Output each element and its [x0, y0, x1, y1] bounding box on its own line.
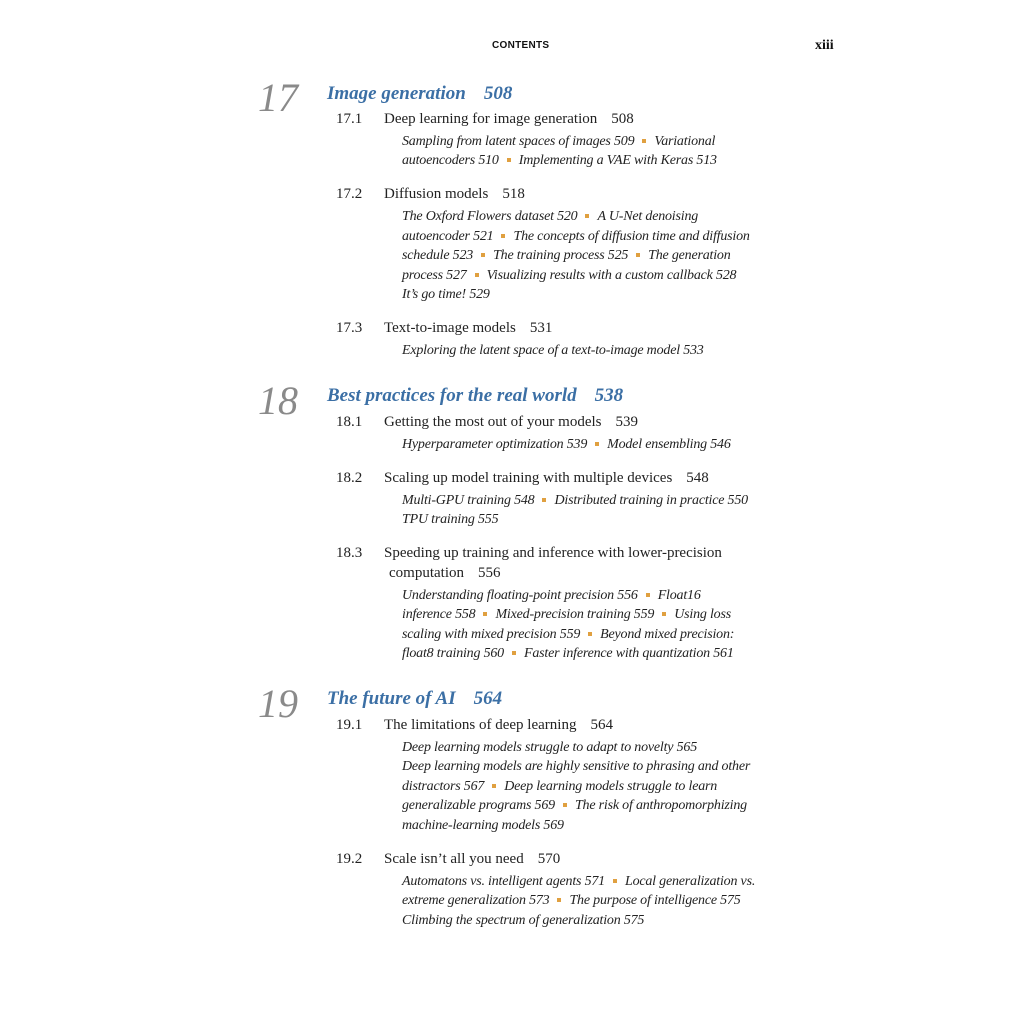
subsection-entry[interactable]: Deep learning models struggle to adapt to novelty 565: [402, 740, 698, 755]
subsection-entry[interactable]: Implementing a VAE with Keras 513: [518, 153, 717, 168]
section-number: 17.3: [336, 320, 363, 336]
subsection-entry[interactable]: machine-learning models 569: [402, 818, 564, 833]
subsection-line: [402, 759, 750, 775]
bullet-icon: [662, 612, 666, 616]
bullet-icon: [481, 253, 485, 257]
subsection-entry[interactable]: TPU training 555: [402, 512, 499, 527]
subsection-entry[interactable]: The Oxford Flowers dataset 520: [402, 209, 578, 224]
section-number: 17.1: [336, 111, 363, 127]
bullet-icon: [595, 442, 599, 446]
subsection-entry[interactable]: The risk of anthropomorphizing: [574, 798, 747, 813]
section-number: 17.2: [336, 186, 363, 202]
subsection-entry[interactable]: Variational: [654, 134, 716, 149]
section-number: 18.3: [336, 545, 363, 561]
subsection-entry[interactable]: Deep learning models are highly sensitive to phrasing and other: [402, 759, 751, 774]
subsection-entry[interactable]: Model ensembling 546: [607, 437, 731, 452]
section-title-text: Scaling up model training with multiple devices: [384, 470, 673, 486]
chapter-title[interactable]: [327, 386, 623, 405]
subsection-entry[interactable]: Using loss: [674, 607, 731, 622]
subsection-line: [402, 493, 748, 509]
section-title-text: Diffusion models: [384, 186, 489, 202]
subsection-entry[interactable]: Exploring the latent space of a text-to-image model 533: [402, 343, 704, 358]
chapter-title-text: Image generation: [327, 83, 466, 104]
section-page: 539: [615, 414, 638, 430]
section-title-continued: [389, 565, 501, 582]
subsection-line: [402, 818, 564, 834]
subsection-entry[interactable]: A U-Net denoising: [597, 209, 699, 224]
subsection-entry[interactable]: schedule 523: [402, 248, 474, 263]
subsection-entry[interactable]: Hyperparameter optimization 539: [402, 437, 588, 452]
bullet-icon: [613, 879, 617, 883]
subsection-entry[interactable]: Distributed training in practice 550: [554, 493, 748, 508]
bullet-icon: [585, 214, 589, 218]
subsection-line: [402, 134, 715, 150]
section-title-text: Getting the most out of your models: [384, 414, 602, 430]
subsection-entry[interactable]: The training process 525: [493, 248, 629, 263]
subsection-entry[interactable]: The generation: [648, 248, 731, 263]
subsection-entry[interactable]: Visualizing results with a custom callback 528: [486, 268, 737, 283]
subsection-entry[interactable]: autoencoders 510: [402, 153, 499, 168]
subsection-entry[interactable]: scaling with mixed precision 559: [402, 627, 581, 642]
subsection-line: [402, 893, 741, 909]
subsection-entry[interactable]: The purpose of intelligence 575: [569, 893, 741, 908]
chapter-title[interactable]: [327, 84, 512, 103]
subsection-entry[interactable]: Understanding floating-point precision 556: [402, 588, 638, 603]
section-page: 556: [478, 565, 501, 581]
subsection-entry[interactable]: Sampling from latent spaces of images 509: [402, 134, 635, 149]
section-title: [384, 414, 638, 431]
chapter-page: 564: [473, 688, 503, 709]
section-title: Speeding up training and inference with lower-precision: [384, 545, 722, 561]
section-page: 531: [529, 320, 553, 336]
section-title: [384, 717, 613, 734]
subsection-line: [402, 779, 717, 795]
subsection-entry[interactable]: process 527: [402, 268, 467, 283]
chapter-title-text: Best practices for the real world: [327, 385, 577, 406]
running-title: CONTENTS: [492, 40, 550, 51]
chapter-page: 538: [594, 385, 624, 406]
section-title-text: computation: [389, 565, 464, 581]
subsection-entry[interactable]: Mixed-precision training 559: [495, 607, 655, 622]
bullet-icon: [557, 898, 561, 902]
subsection-entry[interactable]: Faster inference with quantization 561: [524, 646, 734, 661]
section-page: 570: [537, 851, 561, 867]
subsection-line: [402, 874, 755, 890]
subsection-entry[interactable]: It’s go time! 529: [402, 287, 490, 302]
section-page: 518: [502, 186, 525, 202]
subsection-line: [402, 343, 704, 359]
chapter-number: 18: [258, 378, 298, 423]
subsection-entry[interactable]: inference 558: [402, 607, 476, 622]
section-number: 19.1: [336, 717, 363, 733]
page-number: xiii: [815, 38, 834, 53]
subsection-line: [402, 229, 750, 245]
bullet-icon: [492, 784, 496, 788]
subsection-line: [402, 607, 731, 623]
bullet-icon: [483, 612, 487, 616]
subsection-line: [402, 437, 731, 453]
subsection-line: [402, 588, 701, 604]
section-title: [384, 470, 709, 487]
section-title: [384, 851, 560, 868]
subsection-line: [402, 248, 731, 264]
subsection-line: [402, 512, 498, 528]
subsection-line: [402, 153, 717, 169]
section-page: 548: [686, 470, 709, 486]
bullet-icon: [507, 158, 511, 162]
subsection-line: [402, 913, 644, 929]
subsection-entry[interactable]: Beyond mixed precision:: [600, 627, 735, 642]
subsection-line: [402, 740, 697, 756]
bullet-icon: [501, 234, 505, 238]
subsection-line: [402, 798, 747, 814]
section-title: [384, 320, 552, 337]
section-number: 18.1: [336, 414, 363, 430]
bullet-icon: [636, 253, 640, 257]
subsection-entry[interactable]: float8 training 560: [402, 646, 504, 661]
section-number: 19.2: [336, 851, 363, 867]
subsection-entry[interactable]: distractors 567: [402, 779, 485, 794]
section-title: [384, 111, 634, 128]
section-title-text: Scale isn’t all you need: [384, 851, 524, 867]
section-page: 564: [590, 717, 613, 733]
chapter-number: 17: [258, 75, 298, 120]
bullet-icon: [512, 651, 516, 655]
subsection-entry[interactable]: Local generalization vs.: [624, 874, 756, 889]
section-title-text: Text-to-image models: [384, 320, 516, 336]
section-page: 508: [611, 111, 634, 127]
subsection-entry[interactable]: autoencoder 521: [402, 229, 494, 244]
section-title-text: Deep learning for image generation: [384, 111, 598, 127]
chapter-title-text: The future of AI: [327, 688, 456, 709]
subsection-entry[interactable]: Deep learning models struggle to learn: [504, 779, 718, 794]
bullet-icon: [642, 139, 646, 143]
subsection-line: [402, 268, 736, 284]
subsection-entry[interactable]: generalizable programs 569: [402, 798, 555, 813]
chapter-title[interactable]: [327, 689, 502, 708]
subsection-line: [402, 646, 734, 662]
subsection-entry[interactable]: Float16: [657, 588, 701, 603]
subsection-line: [402, 627, 734, 643]
section-title-text: The limitations of deep learning: [384, 717, 577, 733]
bullet-icon: [563, 803, 567, 807]
chapter-page: 508: [483, 83, 513, 104]
subsection-entry[interactable]: Climbing the spectrum of generalization 575: [402, 913, 645, 928]
bullet-icon: [588, 632, 592, 636]
section-title: [384, 186, 525, 203]
subsection-line: [402, 209, 698, 225]
subsection-entry[interactable]: The concepts of diffusion time and diffusion: [513, 229, 750, 244]
section-number: 18.2: [336, 470, 363, 486]
bullet-icon: [475, 273, 479, 277]
subsection-entry[interactable]: Automatons vs. intelligent agents 571: [402, 874, 605, 889]
subsection-entry[interactable]: Multi-GPU training 548: [402, 493, 535, 508]
bullet-icon: [646, 593, 650, 597]
chapter-number: 19: [258, 681, 298, 726]
subsection-entry[interactable]: extreme generalization 573: [402, 893, 550, 908]
subsection-line: [402, 287, 490, 303]
bullet-icon: [542, 498, 546, 502]
